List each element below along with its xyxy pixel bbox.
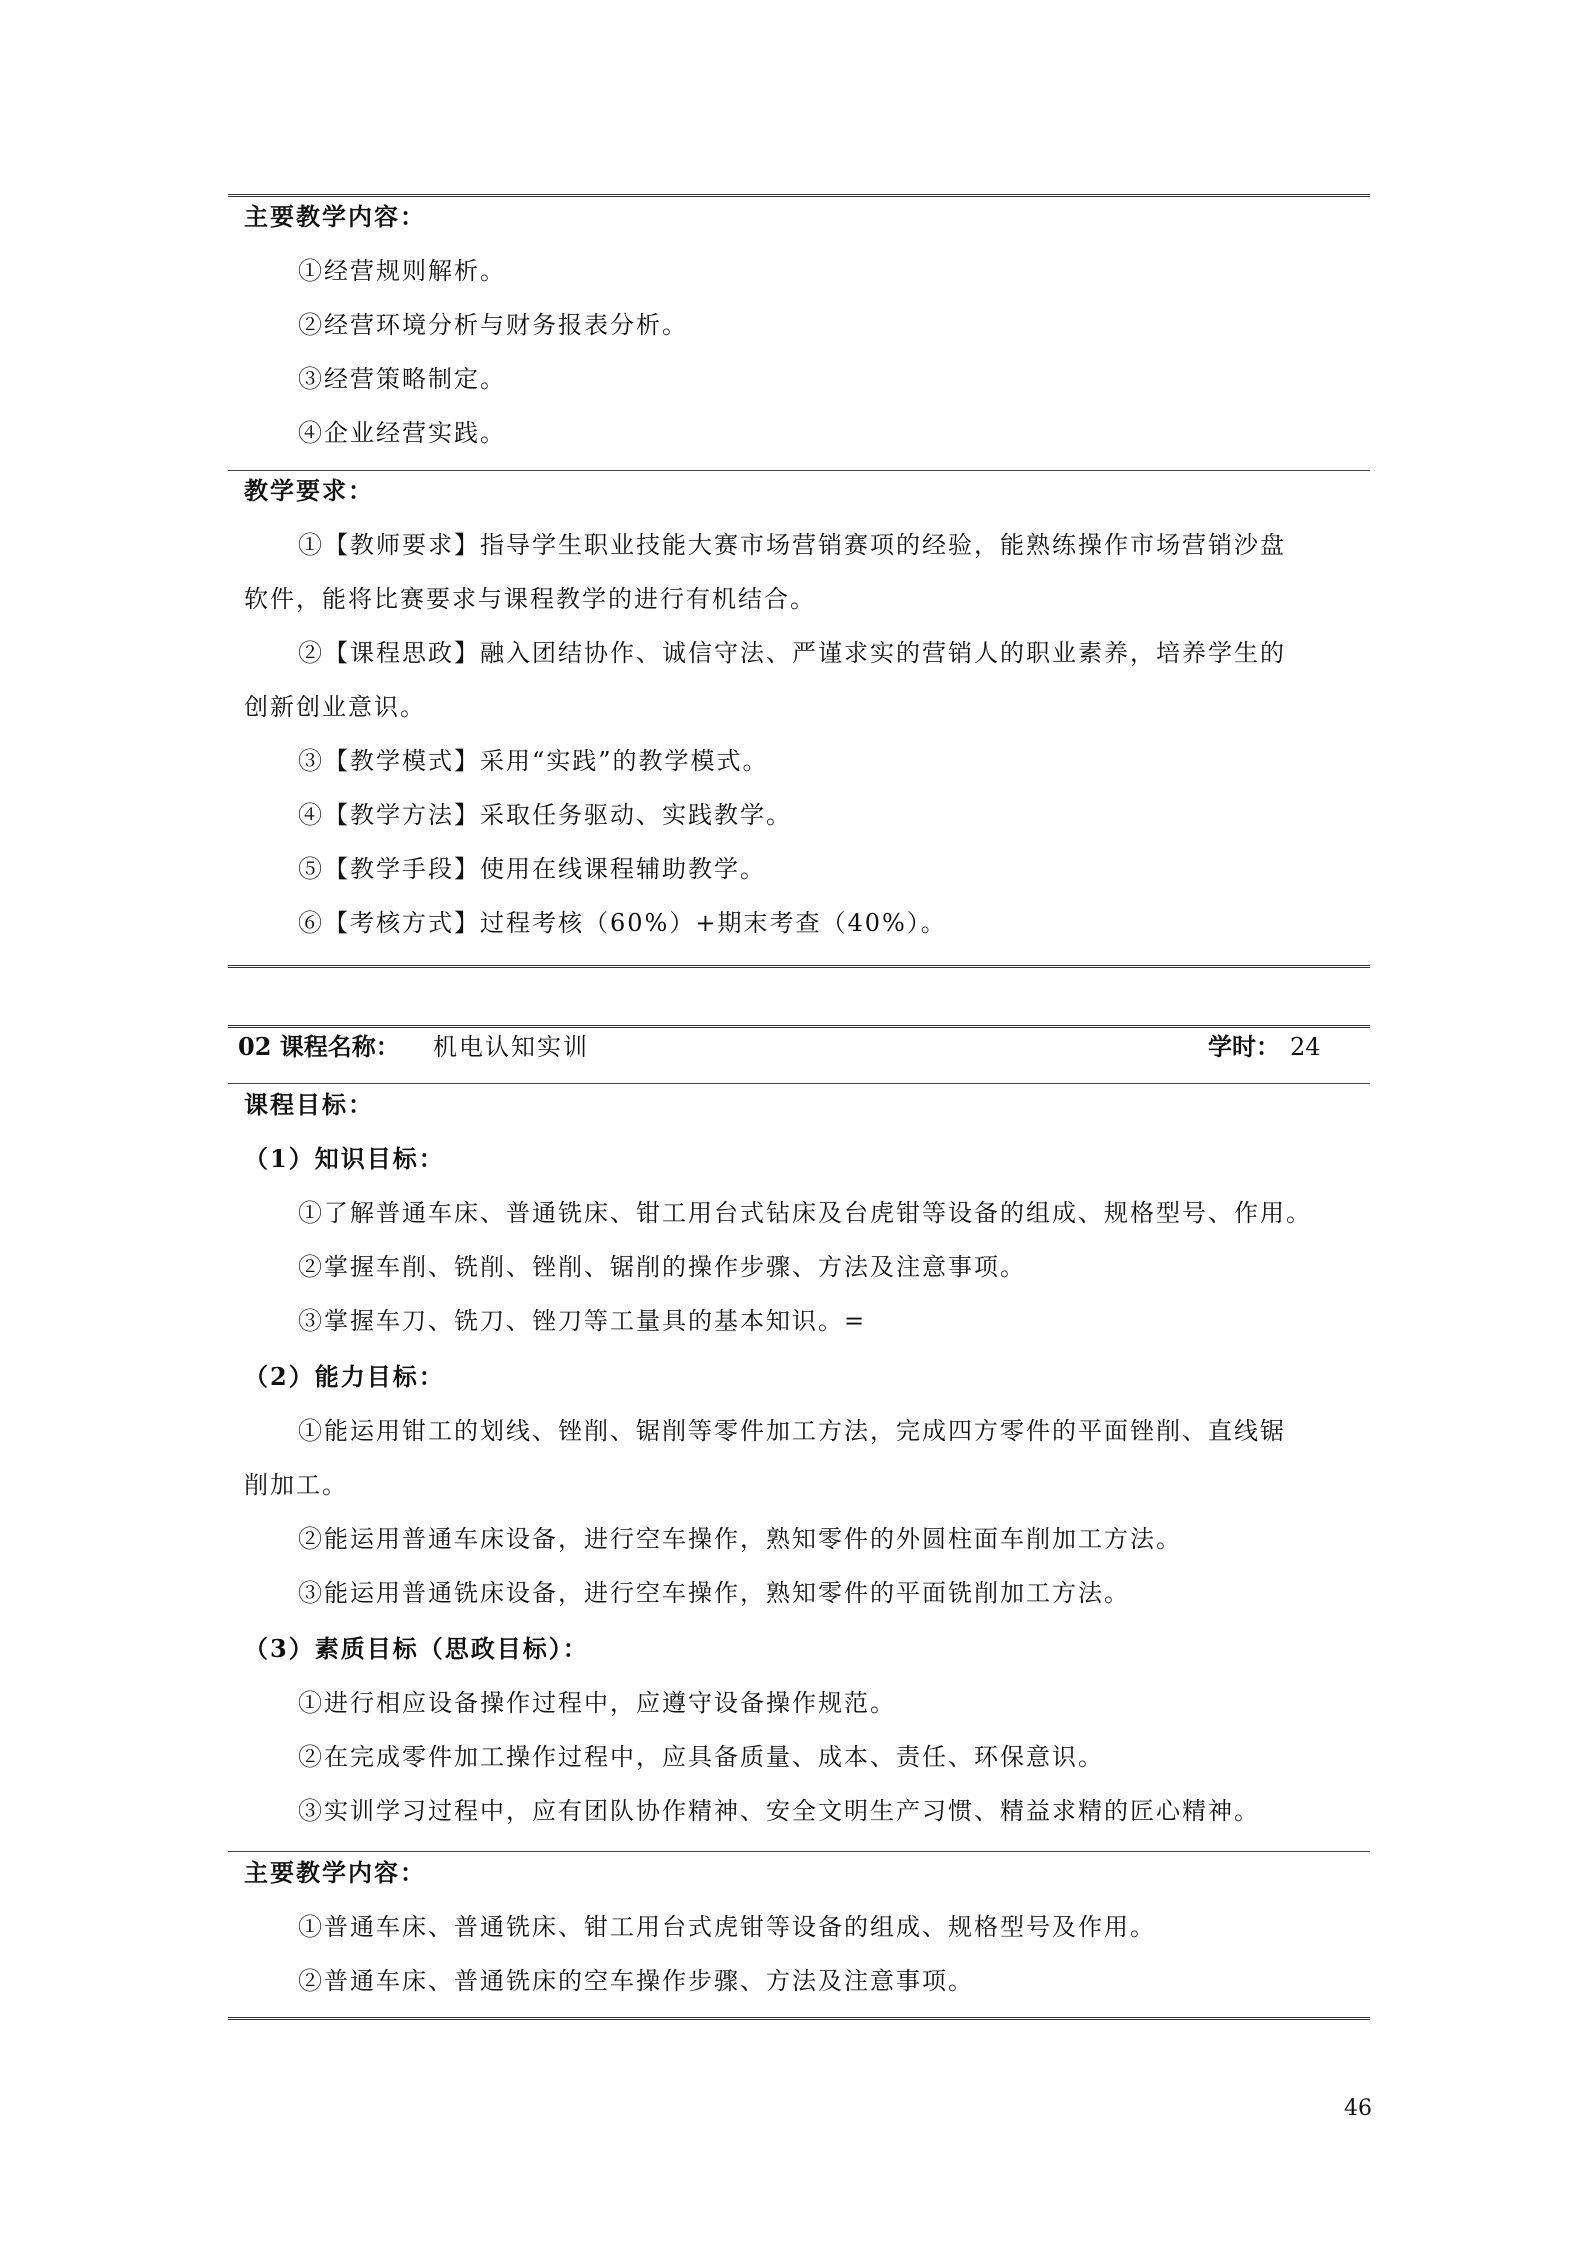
content-heading: 主要教学内容： <box>244 1858 426 1887</box>
course-label: 02 课程名称： <box>238 1032 400 1061</box>
quality-item: ①进行相应设备操作过程中，应遵守设备操作规范。 <box>298 1689 896 1717</box>
row-rule <box>228 1851 1370 1852</box>
ability-line: ①能运用钳工的划线、锉削、锯削等零件加工方法，完成四方零件的平面锉削、直线锯 <box>298 1417 1286 1445</box>
content-heading: 主要教学内容： <box>244 202 426 231</box>
table-top-rule <box>228 1025 1370 1028</box>
quality-heading: （3）素质目标（思政目标）： <box>244 1634 589 1663</box>
requirement-line: ②【课程思政】融入团结协作、诚信守法、严谨求实的营销人的职业素养，培养学生的 <box>298 639 1286 667</box>
course-name: 机电认知实训 <box>433 1033 589 1061</box>
requirement-line: 创新创业意识。 <box>244 693 426 721</box>
table-top-rule <box>228 194 1370 197</box>
content-item: ①普通车床、普通铣床、钳工用台式虎钳等设备的组成、规格型号及作用。 <box>298 1913 1156 1941</box>
hours-label: 学时： <box>1208 1032 1280 1061</box>
page-number: 46 <box>1344 2096 1372 2121</box>
requirement-line: ⑥【考核方式】过程考核（60%）+期末考查（40%）。 <box>298 909 947 937</box>
ability-line: ②能运用普通车床设备，进行空车操作，熟知零件的外圆柱面车削加工方法。 <box>298 1525 1182 1553</box>
requirement-line: ④【教学方法】采取任务驱动、实践教学。 <box>298 801 792 829</box>
ability-line: 削加工。 <box>244 1471 348 1499</box>
quality-item: ②在完成零件加工操作过程中，应具备质量、成本、责任、环保意识。 <box>298 1743 1104 1771</box>
knowledge-heading: （1）知识目标： <box>244 1144 445 1173</box>
content-item: ①经营规则解析。 <box>298 257 506 285</box>
requirement-line: 软件，能将比赛要求与课程教学的进行有机结合。 <box>244 585 816 613</box>
knowledge-item: ①了解普通车床、普通铣床、钳工用台式钻床及台虎钳等设备的组成、规格型号、作用。 <box>298 1199 1312 1227</box>
ability-line: ③能运用普通铣床设备，进行空车操作，熟知零件的平面铣削加工方法。 <box>298 1579 1130 1607</box>
content-item: ②普通车床、普通铣床的空车操作步骤、方法及注意事项。 <box>298 1967 974 1995</box>
hours-value: 24 <box>1290 1033 1321 1061</box>
requirement-line: ①【教师要求】指导学生职业技能大赛市场营销赛项的经验，能熟练操作市场营销沙盘 <box>298 531 1286 559</box>
requirements-heading: 教学要求： <box>244 476 374 505</box>
knowledge-item: ③掌握车刀、铣刀、锉刀等工量具的基本知识。= <box>298 1307 867 1335</box>
requirement-line: ③【教学模式】采用“实践”的教学模式。 <box>298 747 769 775</box>
table-bottom-rule <box>228 2017 1370 2020</box>
content-item: ③经营策略制定。 <box>298 365 506 393</box>
requirement-line: ⑤【教学手段】使用在线课程辅助教学。 <box>298 855 766 883</box>
content-item: ②经营环境分析与财务报表分析。 <box>298 311 688 339</box>
ability-heading: （2）能力目标： <box>244 1362 445 1391</box>
content-item: ④企业经营实践。 <box>298 419 506 447</box>
goals-heading: 课程目标： <box>244 1090 374 1119</box>
quality-item: ③实训学习过程中，应有团队协作精神、安全文明生产习惯、精益求精的匠心精神。 <box>298 1797 1260 1825</box>
table-bottom-rule <box>228 965 1370 968</box>
knowledge-item: ②掌握车削、铣削、锉削、锯削的操作步骤、方法及注意事项。 <box>298 1253 1026 1281</box>
row-rule <box>228 470 1370 471</box>
row-rule <box>228 1083 1370 1084</box>
